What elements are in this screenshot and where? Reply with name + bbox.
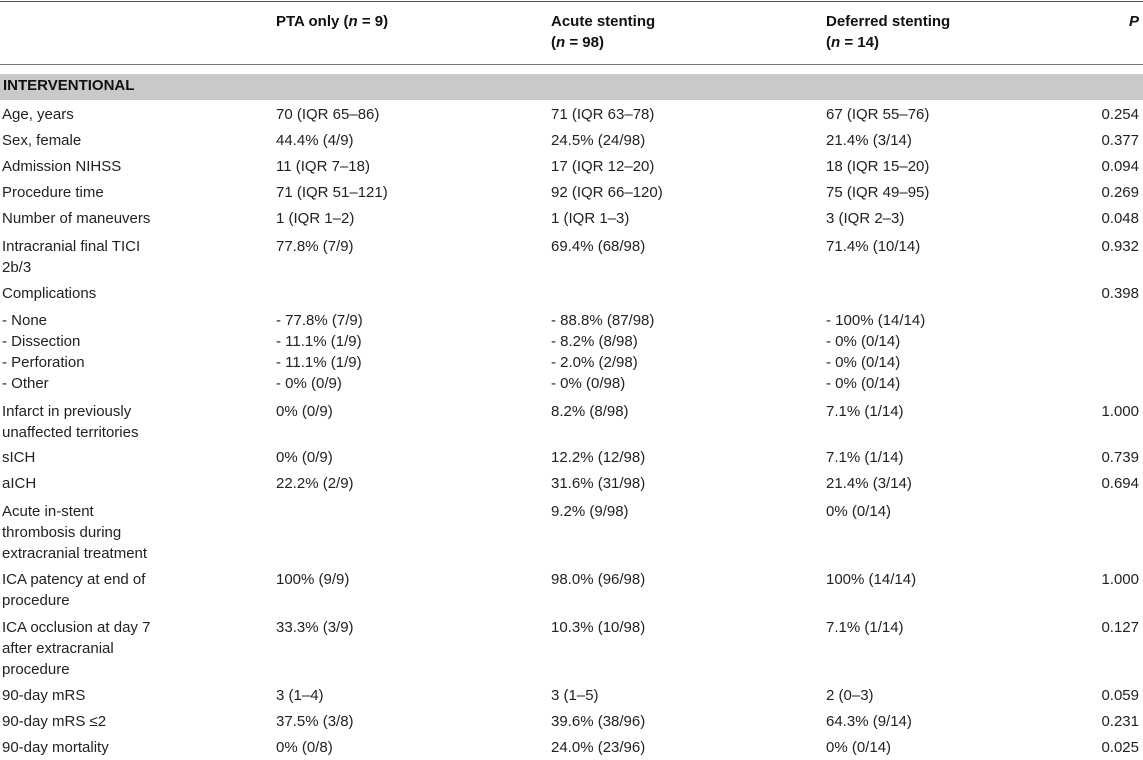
cell-variable: - None - Dissection - Perforation - Other	[2, 312, 85, 392]
cell-p-value: 0.694	[1101, 475, 1139, 492]
cell-acute-stenting: 12.2% (12/98)	[551, 449, 646, 466]
cell-acute-stenting: 10.3% (10/98)	[551, 619, 646, 636]
cell-variable: 90-day mortality	[2, 739, 109, 756]
cell-variable: Procedure time	[2, 184, 104, 201]
cell-pta-only: 22.2% (2/9)	[276, 475, 354, 492]
header-col-acute-stenting: Acute stenting (n = 98)	[551, 13, 656, 51]
cell-acute-stenting: 39.6% (38/96)	[551, 713, 646, 730]
cell-deferred-stenting: 21.4% (3/14)	[826, 132, 912, 149]
cell-acute-stenting: 31.6% (31/98)	[551, 475, 646, 492]
cell-variable: sICH	[2, 449, 36, 466]
cell-p-value: 1.000	[1101, 403, 1139, 420]
cell-acute-stenting: 1 (IQR 1–3)	[551, 210, 630, 227]
cell-p-value: 0.231	[1101, 713, 1139, 730]
cell-p-value: 0.048	[1101, 210, 1139, 227]
cell-variable: ICA patency at end of procedure	[2, 571, 146, 609]
header-col-deferred-stenting: Deferred stenting (n = 14)	[826, 13, 951, 51]
section-label: INTERVENTIONAL	[3, 77, 135, 94]
cell-pta-only: 77.8% (7/9)	[276, 238, 354, 255]
cell-acute-stenting: 17 (IQR 12–20)	[551, 158, 655, 175]
cell-pta-only: 70 (IQR 65–86)	[276, 106, 380, 123]
cell-variable: 90-day mRS	[2, 687, 86, 704]
cell-pta-only: 37.5% (3/8)	[276, 713, 354, 730]
cell-variable: Intracranial final TICI 2b/3	[2, 238, 141, 276]
cell-deferred-stenting: 75 (IQR 49–95)	[826, 184, 930, 201]
cell-deferred-stenting: 64.3% (9/14)	[826, 713, 912, 730]
cell-p-value: 0.094	[1101, 158, 1139, 175]
cell-deferred-stenting: 0% (0/14)	[826, 503, 892, 520]
cell-pta-only: 33.3% (3/9)	[276, 619, 354, 636]
cell-variable: Number of maneuvers	[2, 210, 151, 227]
cell-p-value: 0.127	[1101, 619, 1139, 636]
cell-p-value: 0.398	[1101, 285, 1139, 302]
cell-p-value: 0.025	[1101, 739, 1139, 756]
cell-pta-only: 100% (9/9)	[276, 571, 350, 588]
cell-variable: ICA occlusion at day 7 after extracranial procedure	[2, 619, 151, 678]
cell-pta-only: 71 (IQR 51–121)	[276, 184, 388, 201]
cell-p-value: 0.739	[1101, 449, 1139, 466]
top-rule	[0, 1, 1143, 2]
cell-deferred-stenting: 3 (IQR 2–3)	[826, 210, 905, 227]
cell-pta-only: 11 (IQR 7–18)	[276, 158, 370, 175]
cell-acute-stenting: - 88.8% (87/98) - 8.2% (8/98) - 2.0% (2/98) - 0% (0/98)	[551, 312, 655, 392]
cell-deferred-stenting: 18 (IQR 15–20)	[826, 158, 930, 175]
cell-acute-stenting: 69.4% (68/98)	[551, 238, 646, 255]
cell-deferred-stenting: 7.1% (1/14)	[826, 403, 904, 420]
cell-p-value: 1.000	[1101, 571, 1139, 588]
cell-acute-stenting: 98.0% (96/98)	[551, 571, 646, 588]
cell-acute-stenting: 24.5% (24/98)	[551, 132, 646, 149]
cell-acute-stenting: 92 (IQR 66–120)	[551, 184, 663, 201]
cell-p-value: 0.377	[1101, 132, 1139, 149]
cell-pta-only: 0% (0/9)	[276, 449, 333, 466]
cell-deferred-stenting: 67 (IQR 55–76)	[826, 106, 930, 123]
cell-pta-only: 44.4% (4/9)	[276, 132, 354, 149]
cell-pta-only: 1 (IQR 1–2)	[276, 210, 355, 227]
cell-variable: Age, years	[2, 106, 74, 123]
cell-pta-only: 0% (0/9)	[276, 403, 333, 420]
section-band	[0, 74, 1143, 100]
cell-deferred-stenting: 0% (0/14)	[826, 739, 892, 756]
header-rule	[0, 64, 1143, 65]
cell-variable: Complications	[2, 285, 97, 302]
cell-deferred-stenting: 7.1% (1/14)	[826, 619, 904, 636]
cell-p-value: 0.932	[1101, 238, 1139, 255]
cell-variable: Sex, female	[2, 132, 82, 149]
cell-deferred-stenting: - 100% (14/14) - 0% (0/14) - 0% (0/14) - 0% (0/14)	[826, 312, 926, 392]
cell-deferred-stenting: 71.4% (10/14)	[826, 238, 921, 255]
cell-acute-stenting: 71 (IQR 63–78)	[551, 106, 655, 123]
cell-acute-stenting: 24.0% (23/96)	[551, 739, 646, 756]
cell-acute-stenting: 9.2% (9/98)	[551, 503, 629, 520]
cell-deferred-stenting: 7.1% (1/14)	[826, 449, 904, 466]
header-col-p-value: P	[1128, 13, 1139, 30]
cell-variable: Infarct in previously unaffected territories	[2, 403, 139, 441]
cell-p-value: 0.254	[1101, 106, 1139, 123]
cell-deferred-stenting: 100% (14/14)	[826, 571, 917, 588]
cell-acute-stenting: 3 (1–5)	[551, 687, 599, 704]
cell-p-value: 0.269	[1101, 184, 1139, 201]
cell-variable: Admission NIHSS	[2, 158, 122, 175]
cell-deferred-stenting: 2 (0–3)	[826, 687, 874, 704]
cell-acute-stenting: 8.2% (8/98)	[551, 403, 629, 420]
header-col-pta-only: PTA only (n = 9)	[276, 13, 389, 30]
cell-variable: Acute in-stent thrombosis during extracranial treatment	[2, 503, 148, 562]
cell-pta-only: 0% (0/8)	[276, 739, 333, 756]
cell-p-value: 0.059	[1101, 687, 1139, 704]
cell-pta-only: 3 (1–4)	[276, 687, 324, 704]
cell-variable: aICH	[2, 475, 37, 492]
cell-variable: 90-day mRS ≤2	[2, 713, 107, 730]
cell-deferred-stenting: 21.4% (3/14)	[826, 475, 912, 492]
cell-pta-only: - 77.8% (7/9) - 11.1% (1/9) - 11.1% (1/9) - 0% (0/9)	[276, 312, 363, 392]
